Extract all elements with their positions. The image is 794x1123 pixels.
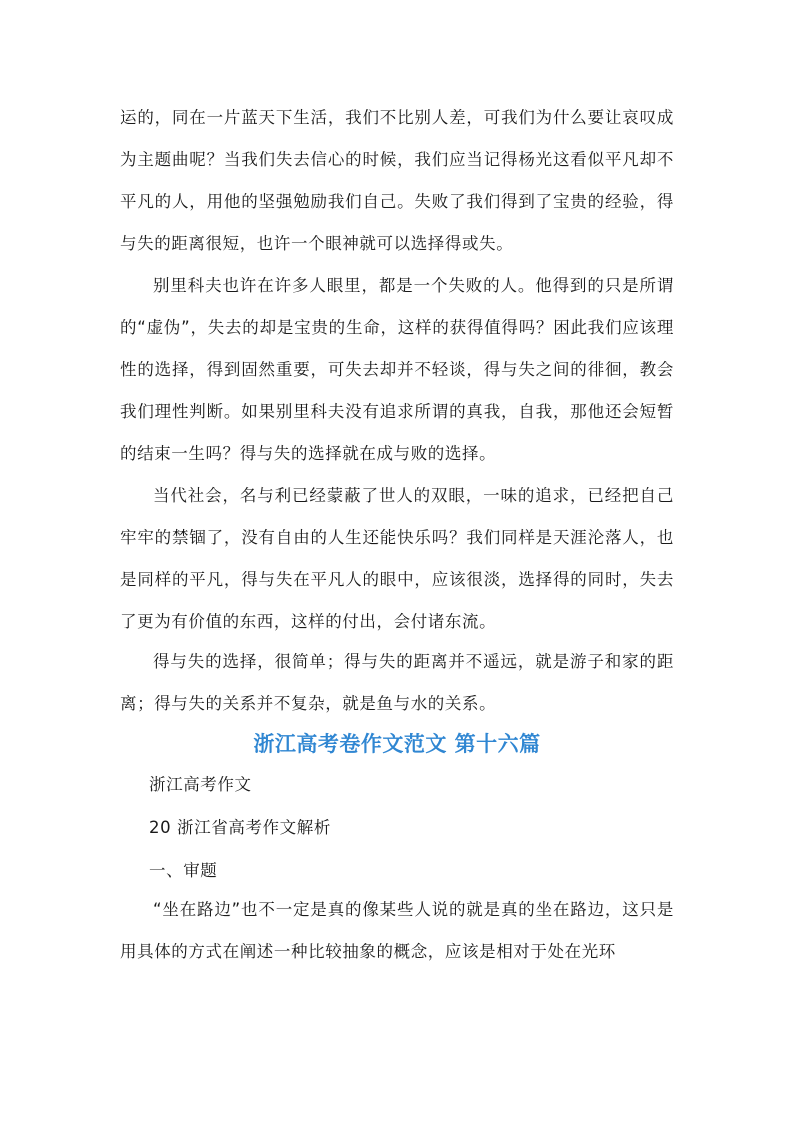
paragraph-conclusion: 得与失的选择，很简单；得与失的距离并不遥远，就是游子和家的距离；得与失的关系并不复杂，就是鱼与水的关系。 [120, 652, 674, 713]
paragraph-modern-society: 当代社会，名与利已经蒙蔽了世人的双眼，一味的追求，已经把自己牢牢的禁锢了，没有自由的人生还能快乐吗？我们同样是天涯沦落人，也是同样的平凡，得与失在平凡人的眼中，应该很淡，选择得的同时，失去了更为有价值的东西，这样的付出，会付诸东流。 [120, 486, 674, 631]
paragraph-sitting-roadside: “坐在路边”也不一定是真的像某些人说的就是真的坐在路边，这只是用具体的方式在阐述一种比较抽象的概念，应该是相对于处在光环 [120, 900, 674, 961]
subheading-analysis: 20 浙江省高考作文解析 [149, 818, 331, 837]
paragraph-bielikefu: 别里科夫也许在许多人眼里，都是一个失败的人。他得到的只是所谓的“虚伪”，失去的却是宝贵的生命，这样的获得值得吗？困此我们应该理性的选择，得到固然重要，可失去却并不轻谈，得与失之间的徘徊，教会我们理性判断。如果别里科夫没有追求所谓的真我，自我，那他还会短暂的结束一生吗？得与失的选择就在成与败的选择。 [120, 276, 674, 463]
subheading-zhejiang-essay: 浙江高考作文 [149, 775, 252, 794]
subheading-shenti: 一、审题 [149, 861, 218, 880]
section-heading: 浙江高考卷作文范文 第十六篇 [253, 732, 541, 756]
paragraph-continued: 运的，同在一片蓝天下生活，我们不比别人差，可我们为什么要让哀叹成为主题曲呢？当我们失去信心的时候，我们应当记得杨光这看似平凡却不平凡的人，用他的坚强勉励我们自己。失败了我们得到了宝贵的经验，得与失的距离很短，也许一个眼神就可以选择得或失。 [120, 108, 674, 253]
